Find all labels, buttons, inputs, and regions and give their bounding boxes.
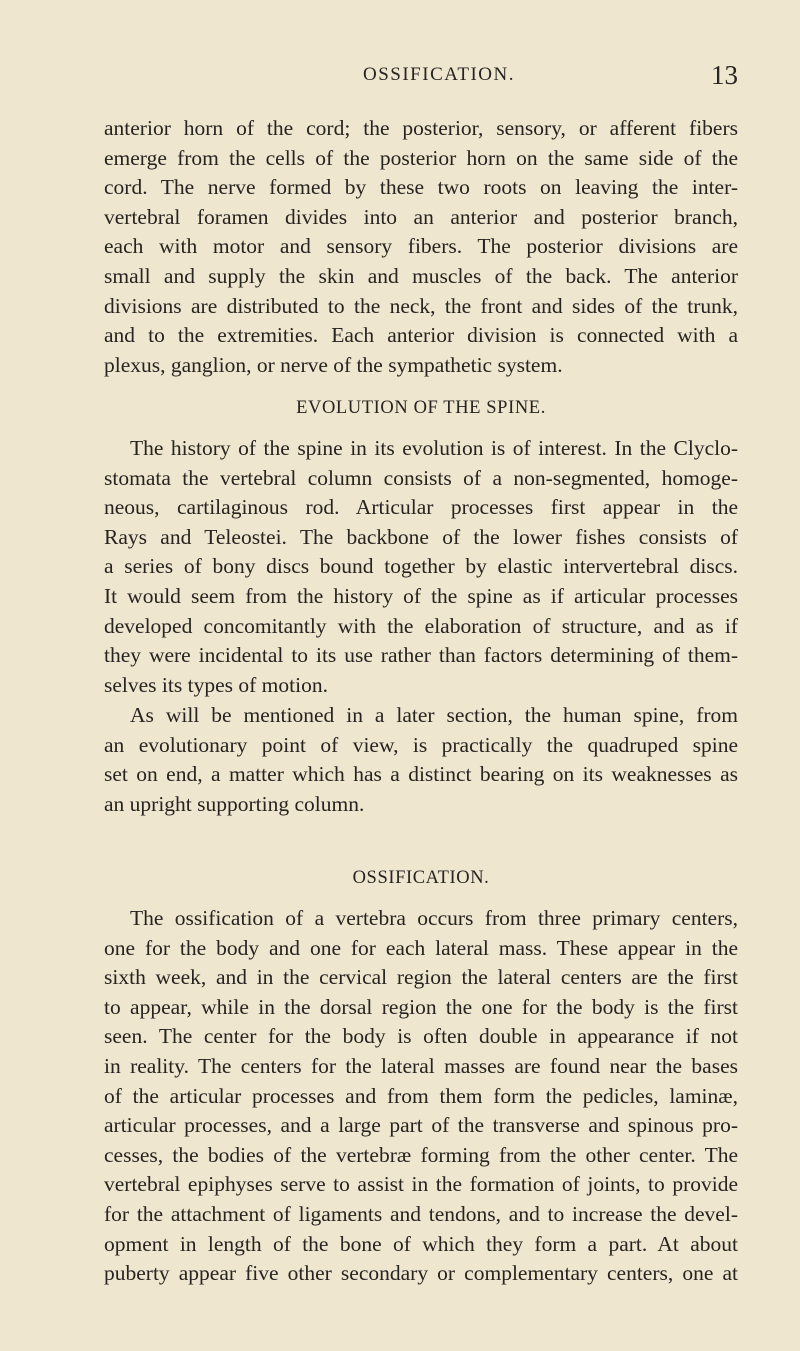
text-line: cord. The nerve formed by these two roots on leaving the inter- (104, 175, 738, 200)
text-line: to appear, while in the dorsal region the one for the body is the first (104, 994, 738, 1019)
text-line: each with motor and sensory fibers. The posterior divisions are (104, 234, 738, 259)
section-heading-ossification: OSSIFICATION. (352, 868, 490, 888)
text-line: The history of the spine in its evolution is of interest. In the Clyclo- (130, 436, 738, 460)
text-line: set on end, a matter which has a distinct bearing on its weaknesses as (104, 762, 738, 787)
text-line: Rays and Teleostei. The backbone of the lower fishes consists of (104, 524, 738, 549)
evolution-paragraph-2 (104, 701, 738, 819)
text-line: and to the extremities. Each anterior division is connected with a (104, 323, 738, 348)
ossification-paragraph (104, 904, 738, 1289)
intro-paragraph (104, 114, 738, 380)
text-line: they were incidental to its use rather than factors determining of them- (104, 643, 738, 668)
text-line: emerge from the cells of the posterior horn on the same side of the (104, 145, 738, 170)
text-line: divisions are distributed to the neck, the front and sides of the trunk, (104, 293, 738, 318)
running-head (104, 60, 738, 100)
text-line: vertebral foramen divides into an anterior and posterior branch, (104, 204, 738, 229)
text-line: a series of bony discs bound together by elastic intervertebral discs. (104, 554, 738, 579)
text-line: sixth week, and in the cervical region the lateral centers are the first (104, 965, 738, 990)
text-line: stomata the vertebral column consists of a non-segmented, homoge- (104, 465, 738, 490)
section-heading-evolution: EVOLUTION OF THE SPINE. (296, 398, 546, 418)
text-line: neous, cartilaginous rod. Articular processes first appear in the (104, 495, 738, 520)
text-line: opment in length of the bone of which they form a part. At about (104, 1231, 738, 1256)
text-line: The ossification of a vertebra occurs from three primary centers, (130, 906, 738, 930)
text-line: of the articular processes and from them form the pedicles, laminæ, (104, 1083, 738, 1108)
text-line: selves its types of motion. (104, 672, 328, 697)
text-line: small and supply the skin and muscles of the back. The anterior (104, 263, 738, 288)
text-line: seen. The center for the body is often double in appearance if not (104, 1024, 738, 1049)
text-line: an evolutionary point of view, is practically the quadruped spine (104, 732, 738, 757)
text-line: in reality. The centers for the lateral masses are found near the bases (104, 1053, 738, 1078)
evolution-paragraph-1 (104, 434, 738, 700)
text-line: developed concomitantly with the elaboration of structure, and as if (104, 613, 738, 638)
text-line: one for the body and one for each lateral mass. These appear in the (104, 935, 738, 960)
text-line: plexus, ganglion, or nerve of the sympathetic system. (104, 352, 563, 377)
text-line: It would seem from the history of the spine as if articular processes (104, 583, 738, 608)
page-number: 13 (711, 60, 738, 90)
text-line: As will be mentioned in a later section, the human spine, from (130, 703, 738, 727)
text-line: an upright supporting column. (104, 791, 365, 816)
text-line: cesses, the bodies of the vertebræ forming from the other center. The (104, 1142, 738, 1167)
text-line: for the attachment of ligaments and tendons, and to increase the devel- (104, 1201, 738, 1226)
text-line: anterior horn of the cord; the posterior, sensory, or afferent fibers (104, 116, 738, 140)
running-title: OSSIFICATION. (363, 64, 515, 85)
text-line: articular processes, and a large part of the transverse and spinous pro- (104, 1113, 738, 1138)
text-line: vertebral epiphyses serve to assist in the formation of joints, to provide (104, 1172, 738, 1197)
text-line: puberty appear five other secondary or complementary centers, one at (104, 1261, 738, 1286)
